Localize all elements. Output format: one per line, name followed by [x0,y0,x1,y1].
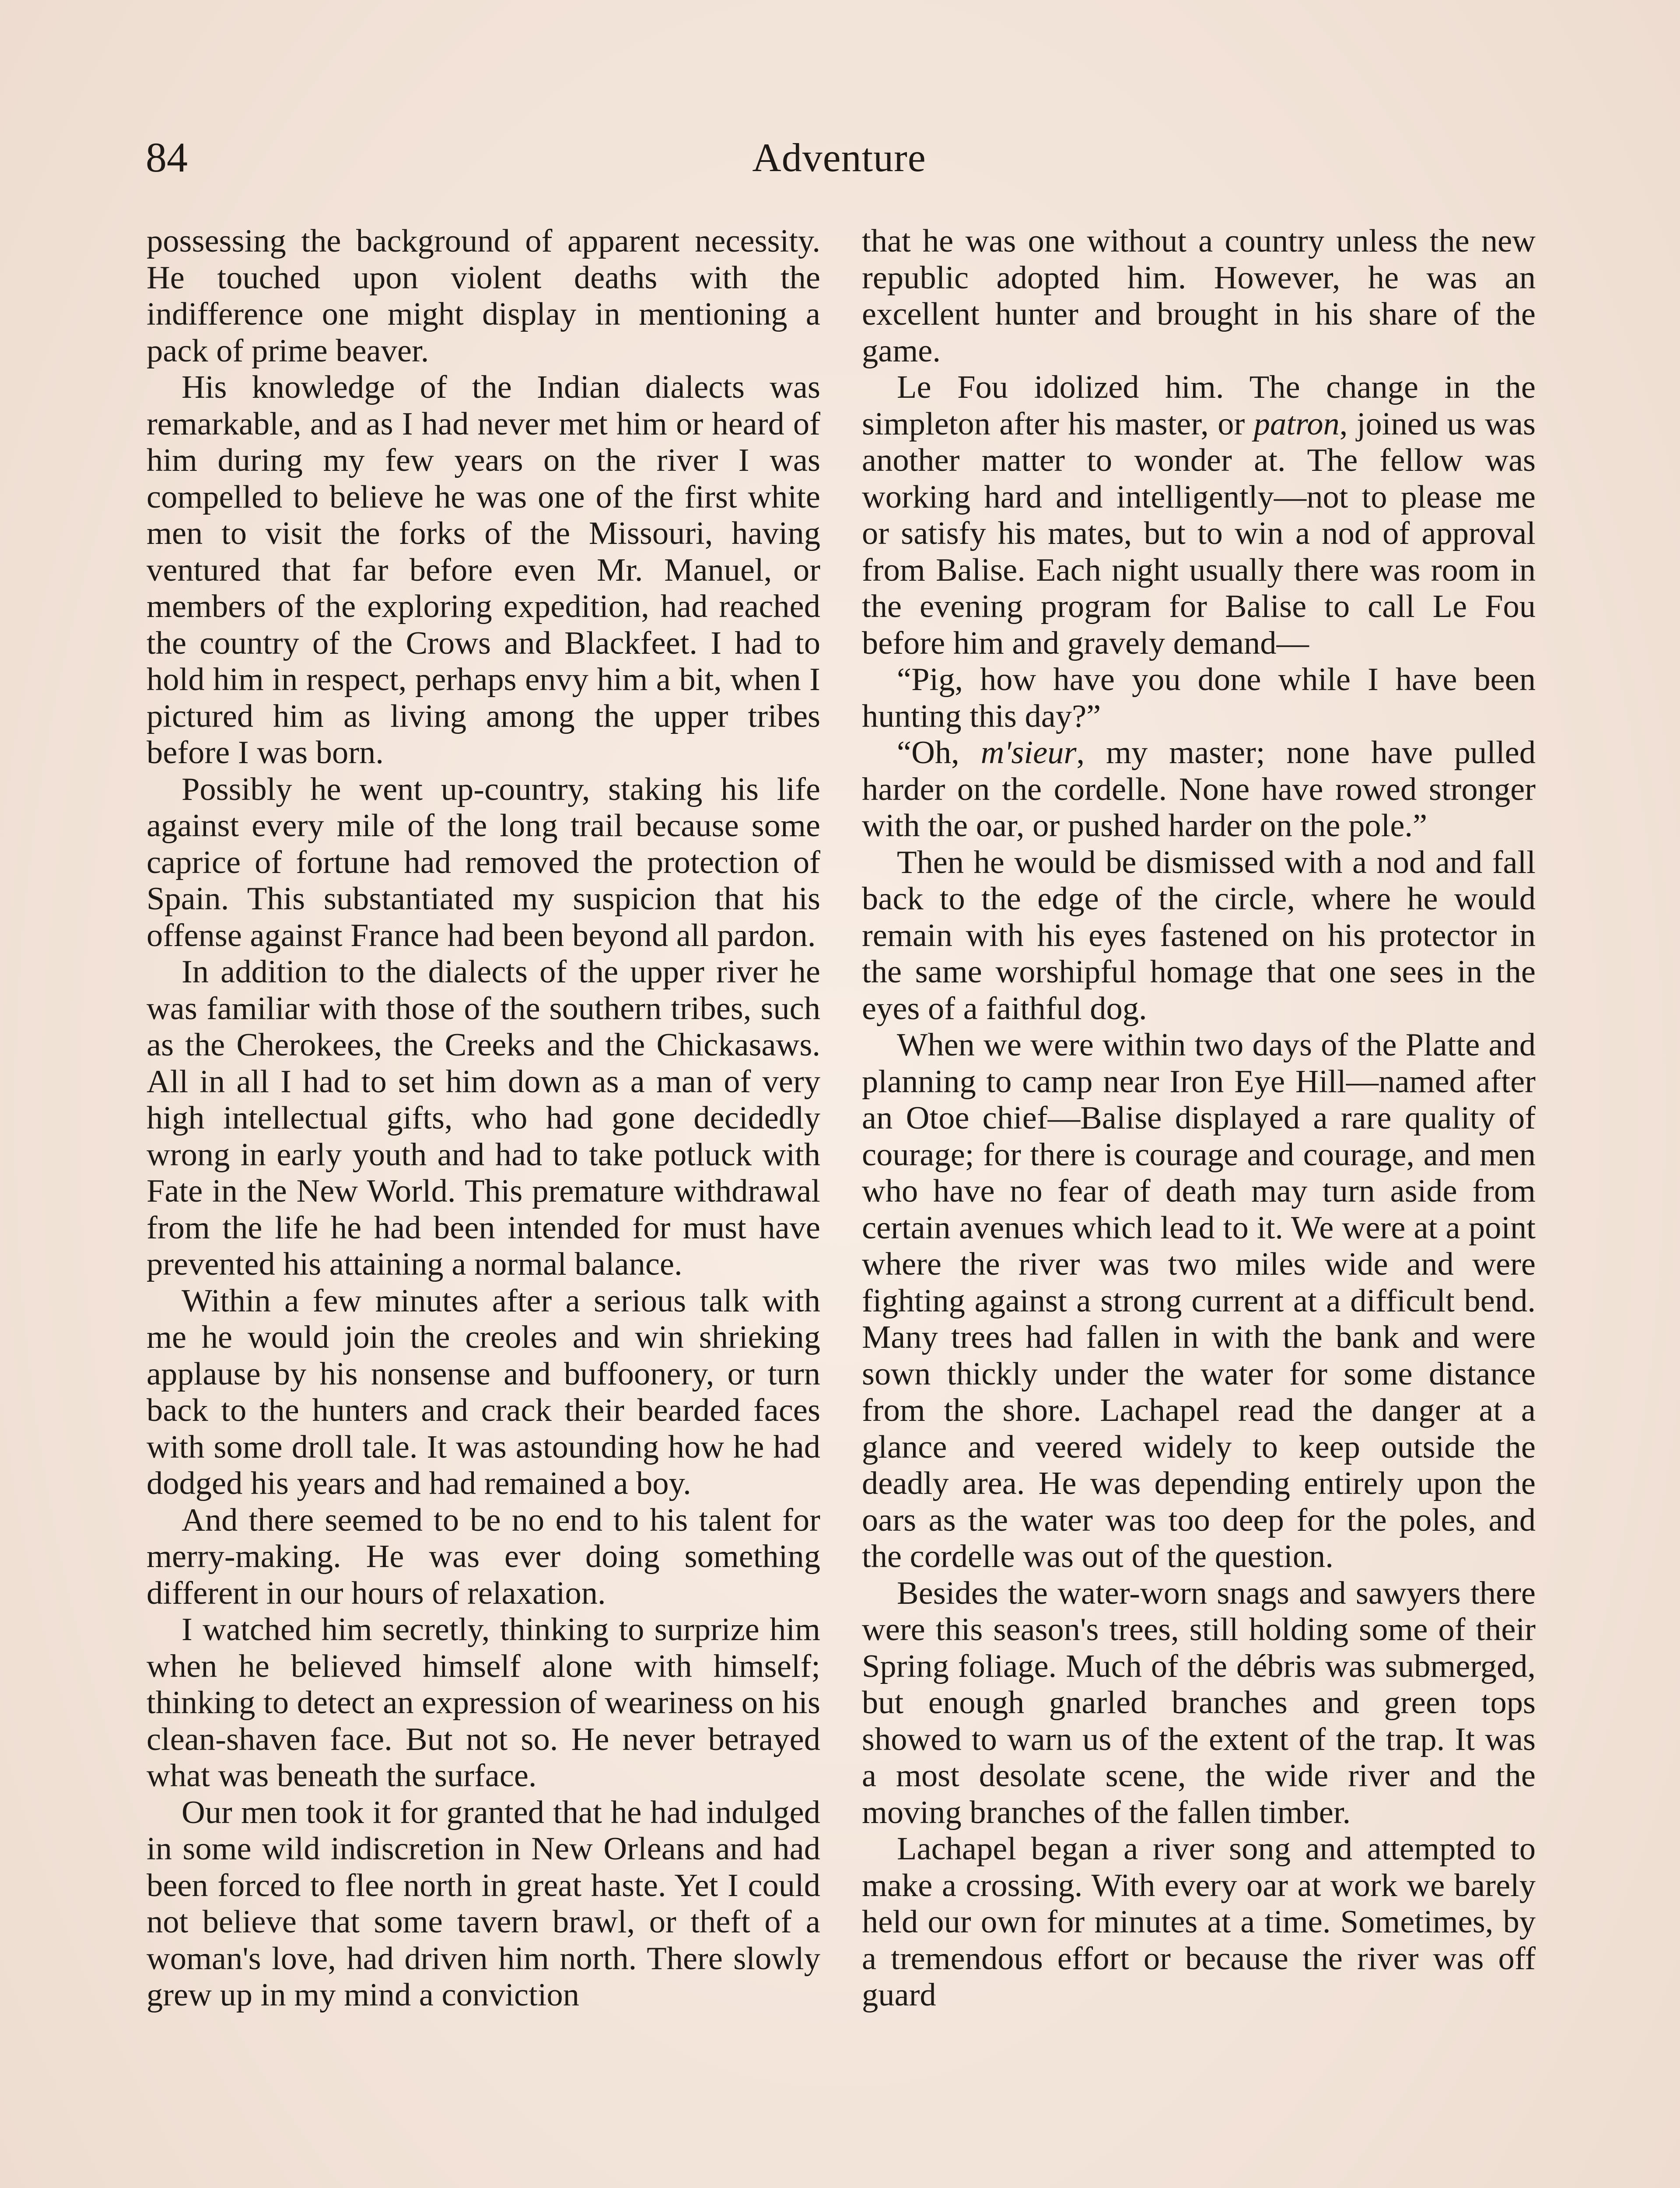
paragraph-text: Le Fou idolized him. The change in the simpleton after his master, or [862,369,1536,442]
page-number: 84 [146,134,188,181]
paragraph-text: “Oh, [897,735,981,771]
right-column [862,223,1536,2014]
emphasis-msieur: m'sieur [980,735,1077,771]
paragraph [862,735,1536,845]
paragraph: possessing the background of apparent necessity. He touched upon violent deaths with the indifference one might display in mentioning a pack of prime beaver. [147,223,820,369]
left-column [147,223,820,2014]
paragraph: When we were within two days of the Platte and planning to camp near Iron Eye Hill—named after an Otoe chief—Balise displayed a rare quality of courage; for there is courage and courage, and men who have no fear of death may turn aside from certain avenues which lead to it. We were at a point where the river was two miles wide and were fighting against a strong current at a difficult bend. Many trees had fallen in with the bank and were sown thickly under the water for some distance from the shore. Lachapel read the danger at a glance and veered widely to keep outside the deadly area. He was depending entirely upon the oars as the water was too deep for the poles, and the cordelle was out of the question. [862,1027,1536,1574]
paragraph [862,369,1536,662]
paragraph: Possibly he went up-country, staking his life against every mile of the long trail because some caprice of fortune had removed the protection of Spain. This substantiated my suspicion that his offense against France had been beyond all pardon. [147,771,820,954]
paragraph: that he was one without a country unless the new republic adopted him. However, he was an excellent hunter and brought in his share of the game. [862,223,1536,369]
paragraph: Then he would be dismissed with a nod and fall back to the edge of the circle, where he would remain with his eyes fastened on his protector in the same worshipful homage that one sees in the eyes of a faithful dog. [862,844,1536,1027]
paragraph: I watched him secretly, thinking to surprize him when he believed himself alone with himself; thinking to detect an expression of weariness on his clean-shaven face. But not so. He never betrayed what was beneath the surface. [147,1612,820,1794]
running-title: Adventure [752,135,926,180]
paragraph: Our men took it for granted that he had indulged in some wild indiscretion in New Orleans and had been forced to flee north in great haste. Yet I could not believe that some tavern brawl, or theft of a woman's love, had driven him north. There slowly grew up in my mind a conviction [147,1794,820,2013]
paragraph-text: , my master; none have pulled harder on the cordelle. None have rowed stronger with the oar, or pushed harder on the pole.” [862,735,1536,844]
paragraph: Lachapel began a river song and attempted to make a crossing. With every oar at work we barely held our own for minutes at a time. Sometimes, by a tremendous effort or because the river was off guard [862,1831,1536,2013]
paragraph: Besides the water-worn snags and sawyers there were this season's trees, still holding some of their Spring foliage. Much of the débris was submerged, but enough gnarled branches and green tops showed to warn us of the extent of the trap. It was a most desolate scene, the wide river and the moving branches of the fallen timber. [862,1575,1536,1830]
paragraph-text: , joined us was another matter to wonder at. The fellow was working hard and intelligently—not to please me or satisfy his mates, but to win a nod of approval from Balise. Each night usually there was room in the evening program for Balise to call Le Fou before him and gravely demand— [862,406,1536,661]
paragraph: “Pig, how have you done while I have been hunting this day?” [862,662,1536,734]
running-header [146,131,1533,193]
paragraph: In addition to the dialects of the upper river he was familiar with those of the southern tribes, such as the Cherokees, the Creeks and the Chickasaws. All in all I had to set him down as a man of very high intellectual gifts, who had gone decidedly wrong in early youth and had to take potluck with Fate in the New World. This premature withdrawal from the life he had been intended for must have prevented his attaining a normal balance. [147,954,820,1282]
paragraph: And there seemed to be no end to his talent for merry-making. He was ever doing something different in our hours of relaxation. [147,1502,820,1611]
paragraph: Within a few minutes after a serious talk with me he would join the creoles and win shrieking applause by his nonsense and buffoonery, or turn back to the hunters and crack their bearded faces with some droll tale. It was astounding how he had dodged his years and had remained a boy. [147,1283,820,1501]
paragraph: His knowledge of the Indian dialects was remarkable, and as I had never met him or heard of him during my few years on the river I was compelled to believe he was one of the first white men to visit the forks of the Missouri, having ventured that far before even Mr. Manuel, or members of the exploring expedition, had reached the country of the Crows and Blackfeet. I had to hold him in respect, perhaps envy him a bit, when I pictured him as living among the upper tribes before I was born. [147,369,820,771]
emphasis-patron: patron [1253,406,1340,442]
